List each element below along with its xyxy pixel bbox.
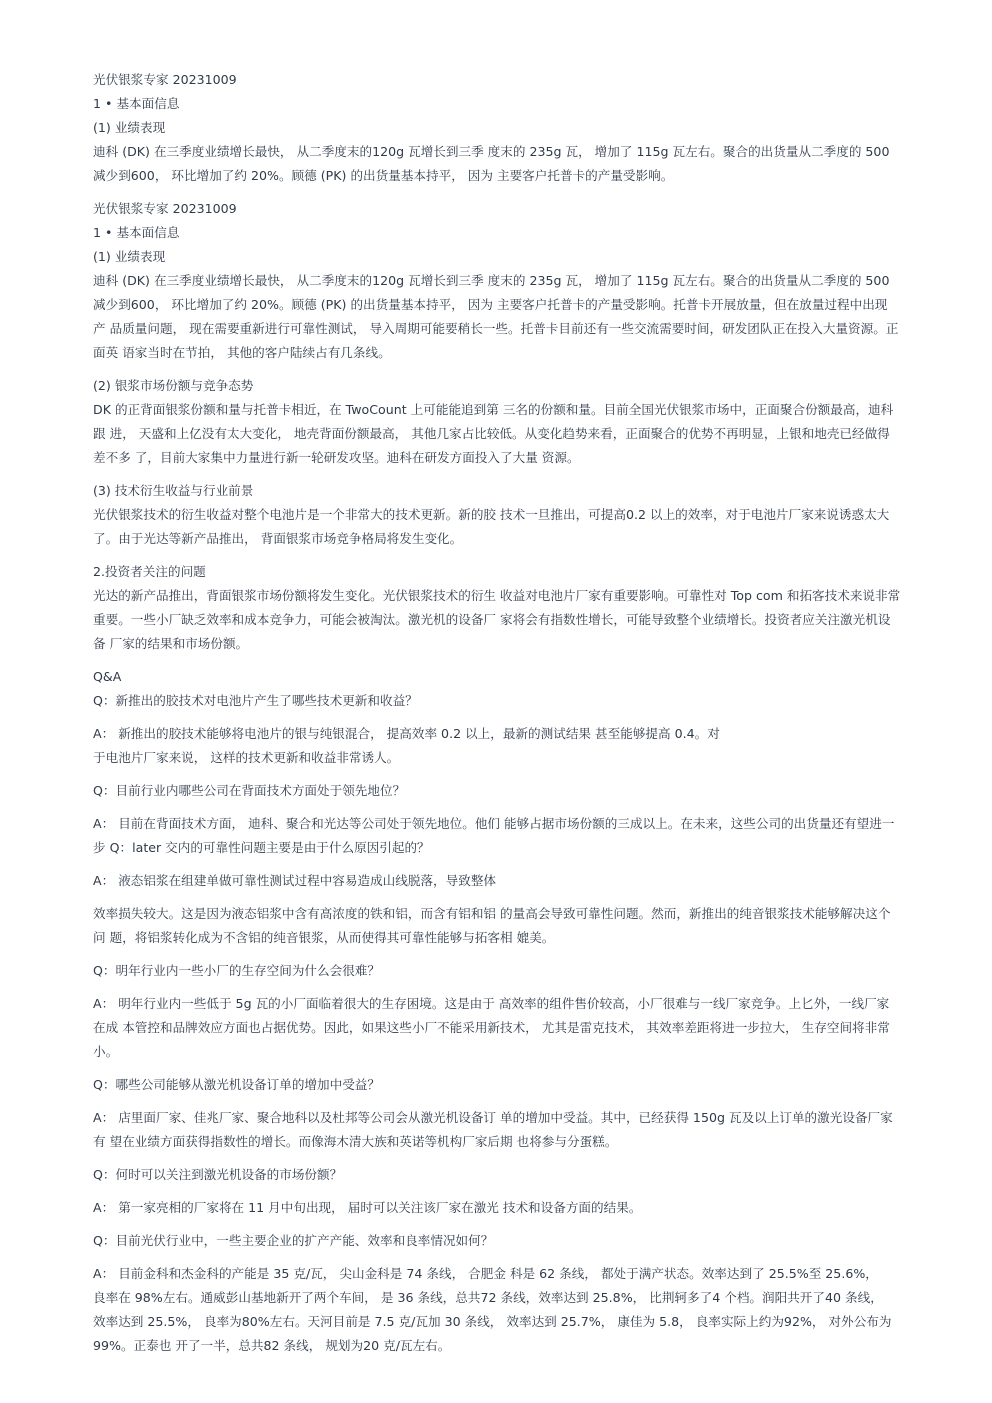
document-title: 光伏银浆专家 20231009 — [93, 201, 237, 216]
subsection-heading: (1) 业绩表现 — [93, 120, 166, 135]
answer-line: 于电池片厂家来说， 这样的技术更新和收益非常诱人。 — [93, 750, 400, 765]
answer — [93, 1262, 943, 1358]
paragraph-line: 迪科 (DK) 在三季度业绩增长最快， 从二季度末的120g 瓦增长到三季 度末的 235g 瓦， 增加了 115g 瓦左右。聚合的出货量从二季度的 500 — [93, 144, 890, 159]
answer — [93, 1106, 943, 1154]
answer-line: A： 目前在背面技术方面， 迪科、聚合和光达等公司处于领先地位。他们 能够占据市场份额的三成以上。在未来，这些公司的出货量还有望进一 — [93, 816, 895, 831]
answer-line: 步 Q：later 交内的可靠性问题主要是由于什么原因引起的？ — [93, 840, 430, 855]
subsection-heading: (2) 银浆市场份额与竞争态势 — [93, 378, 254, 393]
answer-line: 在成 本管控和品牌效应方面也占据优势。因此，如果这些小厂不能采用新技术， 尤其是雷克技术， 其效率差距将进一步拉大， 生存空间将非常 — [93, 1020, 890, 1035]
answer-line: 小。 — [93, 1044, 119, 1059]
question: Q：新推出的胶技术对电池片产生了哪些技术更新和收益？ — [93, 693, 418, 708]
question: Q：目前光伏行业中，一些主要企业的扩产产能、效率和良率情况如何？ — [93, 1233, 494, 1248]
answer — [93, 992, 943, 1064]
subsection-heading: (1) 业绩表现 — [93, 249, 166, 264]
answer-line: 效率达到 25.5%， 良率为80%左右。天河目前是 7.5 克/瓦加 30 条线， 效率达到 25.7%， 康佳为 5.8， 良率实际上约为92%， 对外公布为 — [93, 1314, 892, 1329]
subsection-heading: (3) 技术衍生收益与行业前景 — [93, 483, 254, 498]
answer — [93, 869, 943, 893]
paragraph-line: 产 品质量问题， 现在需要重新进行可靠性测试， 导入周期可能要稍长一些。托普卡目前还有一些交流需要时间，研发团队正在投入大量资源。正 — [93, 321, 899, 336]
paragraph-line: DK 的正背面银浆份额和量与托普卡相近，在 TwoCount 上可能能追到第 三名的份额和量。目前全国光伏银浆市场中，正面聚合份额最高，迪科 — [93, 402, 894, 417]
paragraph-line: 面英 语家当时在节拍， 其他的客户陆续占有几条线。 — [93, 345, 391, 360]
document-title: 光伏银浆专家 20231009 — [93, 72, 237, 87]
subsection-heading: 2.投资者关注的问题 — [93, 564, 206, 579]
tech-outlook-block — [93, 479, 943, 551]
paragraph-line: 减少到600， 环比增加了约 20%。顾德 (PK) 的出货量基本持平， 因为 主要客户托普卡的产量受影响。托普卡开展放量，但在放量过程中出现 — [93, 297, 888, 312]
answer — [93, 812, 943, 860]
market-share-block — [93, 374, 943, 470]
answer-line: 问 题，将铝浆转化成为不含铝的纯音银浆，从而使得其可靠性能够与拓客相 媲美。 — [93, 930, 555, 945]
paragraph-line: 差不多 了，目前大家集中力量进行新一轮研发攻坚。迪科在研发方面投入了大量 资源。 — [93, 450, 580, 465]
answer-line: 良率在 98%左右。通威彭山基地新开了两个车间， 是 36 条线，总共72 条线，效率达到 25.8%， 比荆轲多了4 个档。润阳共开了40 条线， — [93, 1290, 883, 1305]
paragraph-line: 减少到600， 环比增加了约 20%。顾德 (PK) 的出货量基本持平， 因为 主要客户托普卡的产量受影响。 — [93, 168, 674, 183]
answer-line: A： 第一家亮相的厂家将在 11 月中旬出现， 届时可以关注该厂家在激光 技术和设备方面的结果。 — [93, 1200, 642, 1215]
section-heading: 1 • 基本面信息 — [93, 225, 180, 240]
question: Q：目前行业内哪些公司在背面技术方面处于领先地位？ — [93, 783, 406, 798]
paragraph-line: 备 厂家的结果和市场份额。 — [93, 636, 249, 651]
answer-line: 效率损失较大。这是因为液态铝浆中含有高浓度的铁和铝，而含有铝和铝 的量高会导致可靠性问题。然而，新推出的纯音银浆技术能够解决这个 — [93, 906, 891, 921]
intro-block — [93, 68, 943, 188]
answer — [93, 722, 943, 770]
answer-line: A： 新推出的胶技术能够将电池片的银与纯银混合， 提高效率 0.2 以上，最新的测试结果 甚至能够提高 0.4。对 — [93, 726, 720, 741]
qa-block — [93, 665, 943, 1358]
paragraph-line: 光伏银浆技术的衍生收益对整个电池片是一个非常大的技术更新。新的胶 技术一旦推出，可提高0.2 以上的效率，对于电池片厂家来说诱惑太大 — [93, 507, 890, 522]
answer-line: 有 望在业绩方面获得指数性的增长。而像海木清大族和英诺等机构厂家后期 也将参与分蛋糕。 — [93, 1134, 618, 1149]
paragraph-line: 迪科 (DK) 在三季度业绩增长最快， 从二季度末的120g 瓦增长到三季 度末的 235g 瓦， 增加了 115g 瓦左右。聚合的出货量从二季度的 500 — [93, 273, 890, 288]
question: Q：明年行业内一些小厂的生存空间为什么会很难？ — [93, 963, 380, 978]
repeated-block — [93, 197, 943, 365]
paragraph-line: 了。由于光达等新产品推出， 背面银浆市场竞争格局将发生变化。 — [93, 531, 463, 546]
paragraph-line: 光达的新产品推出，背面银浆市场份额将发生变化。光伏银浆技术的衍生 收益对电池片厂家有重要影响。可靠性对 Top com 和拓客技术来说非常 — [93, 588, 901, 603]
document-page — [93, 68, 943, 1358]
answer-continued — [93, 902, 943, 950]
investor-focus-block — [93, 560, 943, 656]
paragraph-line: 重要。一些小厂缺乏效率和成本竞争力，可能会被淘汰。激光机的设备厂 家将会有指数性增长，可能导致整个业绩增长。投资者应关注激光机设 — [93, 612, 891, 627]
section-heading: 1 • 基本面信息 — [93, 96, 180, 111]
answer-line: A： 液态铝浆在组建单做可靠性测试过程中容易造成山线脱落，导致整体 — [93, 873, 497, 888]
question: Q：哪些公司能够从激光机设备订单的增加中受益？ — [93, 1077, 380, 1092]
paragraph-line: 跟 进， 天盛和上亿没有太大变化， 地壳背面份额最高， 其他几家占比较低。从变化趋势来看，正面聚合的优势不再明显，上银和地壳已经做得 — [93, 426, 890, 441]
question: Q：何时可以关注到激光机设备的市场份额？ — [93, 1167, 343, 1182]
answer-line: A： 目前金科和杰金科的产能是 35 克/瓦， 尖山金科是 74 条线， 合肥金 科是 62 条线， 都处于满产状态。效率达到了 25.5%至 25.6%， — [93, 1266, 878, 1281]
answer — [93, 1196, 943, 1220]
answer-line: A： 明年行业内一些低于 5g 瓦的小厂面临着很大的生存困境。这是由于 高效率的组件售价较高，小厂很难与一线厂家竞争。上匕外，一线厂家 — [93, 996, 890, 1011]
qa-heading: Q&A — [93, 669, 122, 684]
answer-line: A： 店里面厂家、佳兆厂家、聚合地科以及杜邦等公司会从激光机设备订 单的增加中受益。其中，已经获得 150g 瓦及以上订单的激光设备厂家 — [93, 1110, 893, 1125]
answer-line: 99%。正泰也 开了一半，总共82 条线， 规划为20 克/瓦左右。 — [93, 1338, 451, 1353]
